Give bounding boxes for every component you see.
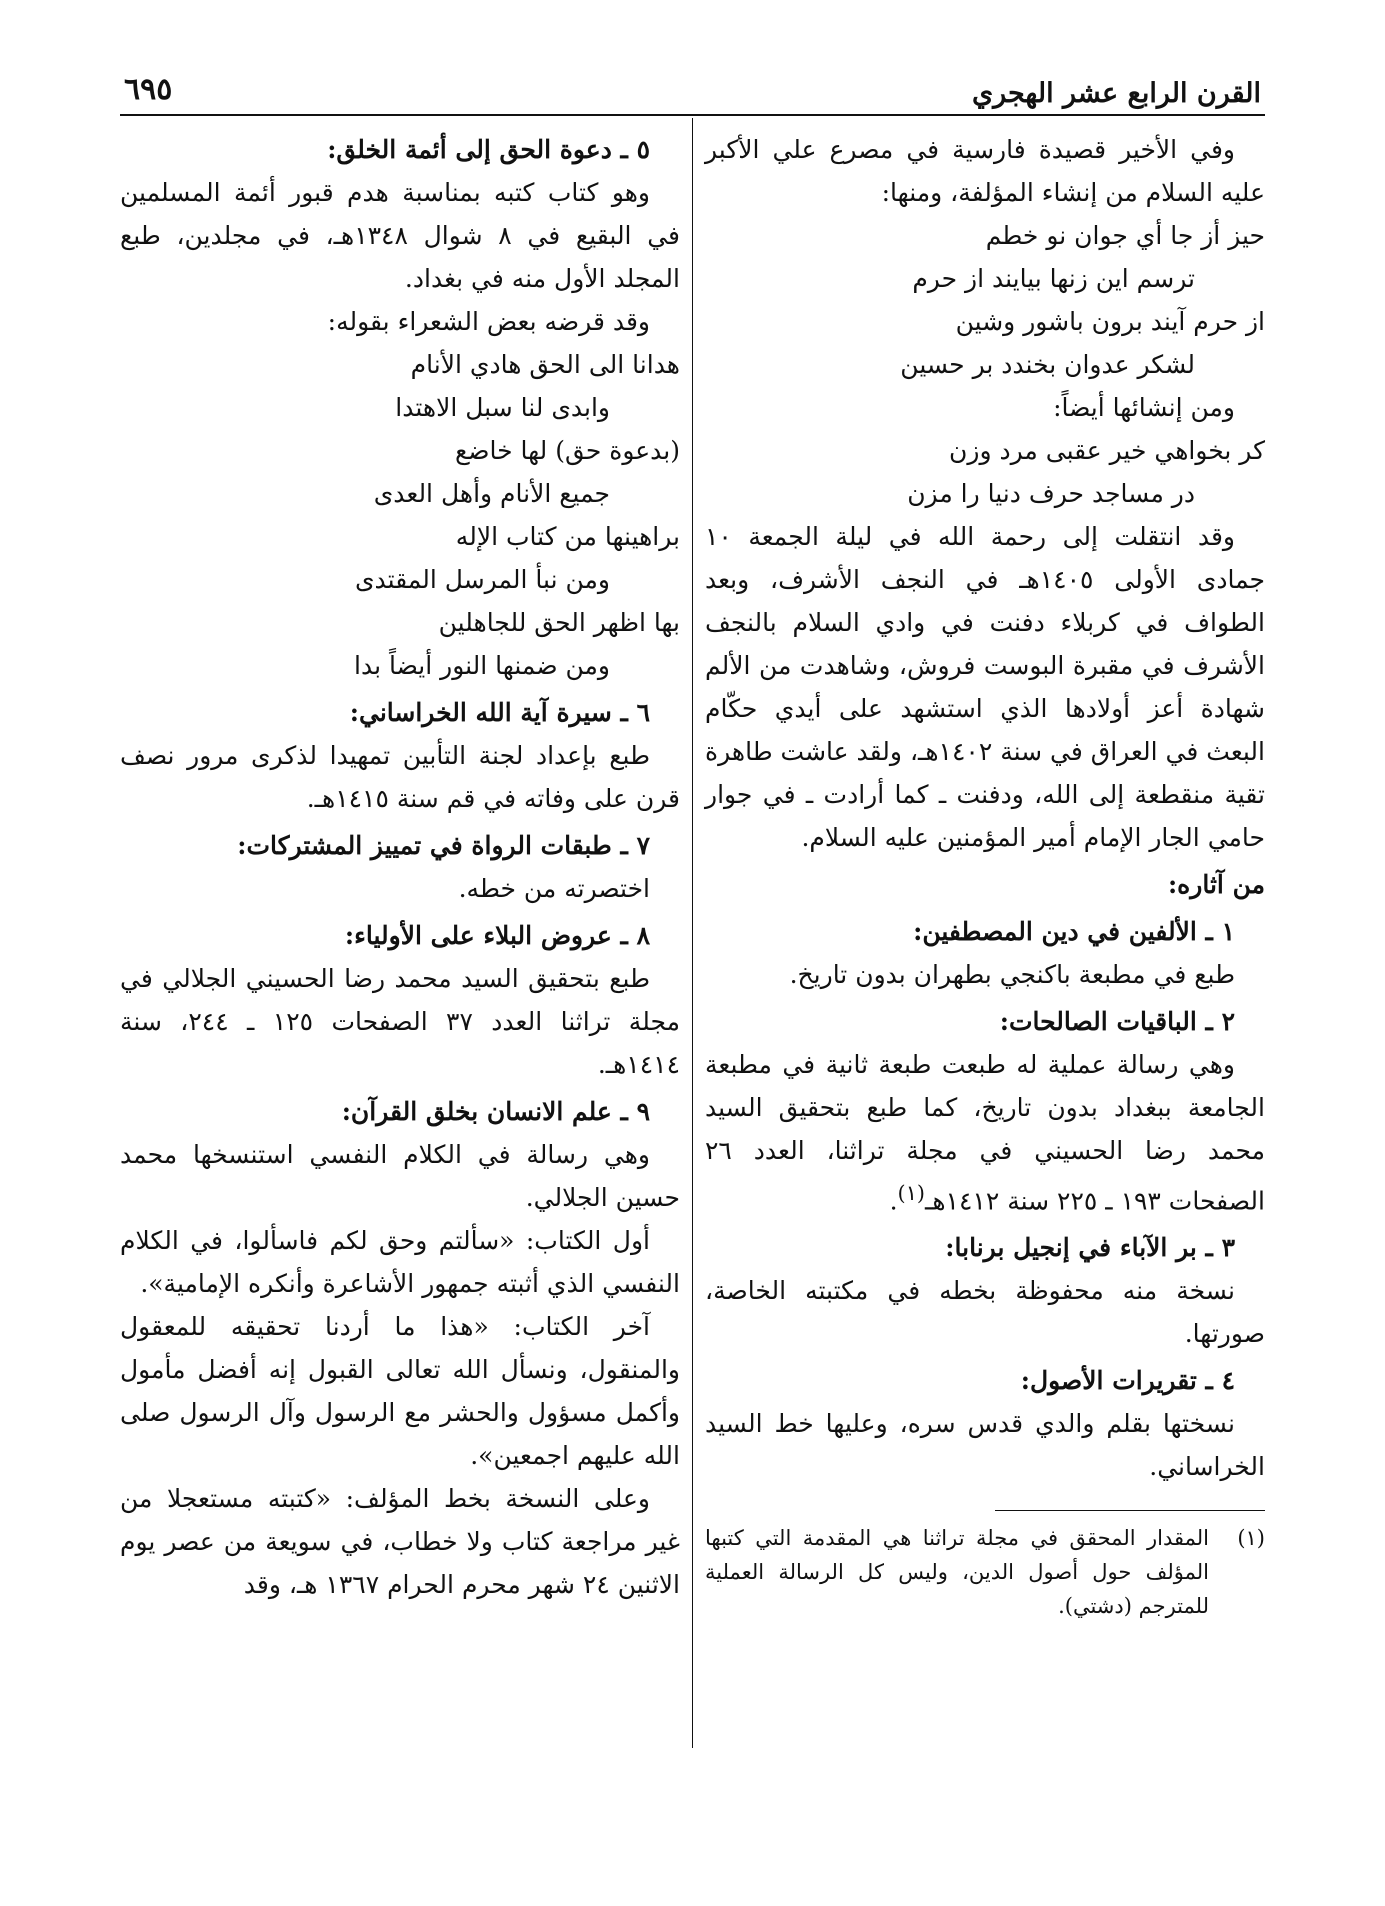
- poem-line: [120, 644, 680, 687]
- work-title: ٩ ـ علم الانسان بخلق القرآن:: [341, 1097, 650, 1126]
- poem-hemistich: كر بخواهي خير عقبى مرد وزن: [949, 436, 1265, 465]
- right-column: [705, 128, 1265, 1623]
- intro-paragraph-2: ومن إنشائها أيضاً:: [1053, 393, 1235, 422]
- work-title: ١ ـ الألفين في دين المصطفين:: [913, 917, 1235, 946]
- poem-hemistich: ترسم اين زنها بيايند از حرم: [912, 264, 1195, 293]
- running-header-title: القرن الرابع عشر الهجري: [971, 78, 1261, 109]
- work-text: طبع في مطبعة باكنجي بطهران بدون تاريخ.: [789, 960, 1235, 989]
- poem-hemistich: هدانا الى الحق هادي الأنام: [410, 350, 680, 379]
- poem-line: [120, 386, 680, 429]
- poem-hemistich: از حرم آيند برون باشور وشين: [955, 307, 1265, 336]
- poem-hemistich: در مساجد حرف دنيا را مزن: [907, 479, 1195, 508]
- death-paragraph: وقد انتقلت إلى رحمة الله في ليلة الجمعة ١٠ جمادى الأولى ١٤٠٥هـ في النجف الأشرف، وبعد الطواف في كربلاء دفنت في وادي السلام بالنجف الأشرف في مقبرة البوست فروش، وشاهدت من الألم شهادة أعز أولادها الذي استشهد على أيدي حكّام البعث في العراق في سنة ١٤٠٢هـ، ولقد عاشت طاهرة تقية منقطعة إلى الله، ودفنت ـ كما أرادت ـ في جوار حامي الجار الإمام أمير المؤمنين عليه السلام.: [705, 522, 1265, 852]
- footnote-rule: [995, 1510, 1265, 1511]
- footnote-text: المقدار المحقق في مجلة تراثنا هي المقدمة التي كتبها المؤلف حول أصول الدين، وليس كل الرسالة العملية للمترجم (دشتي).: [705, 1526, 1209, 1619]
- work-text-body: وهي رسالة عملية له طبعت طبعة ثانية في مطبعة الجامعة ببغداد بدون تاريخ، كما طبع بتحقيق السيد محمد رضا الحسيني في مجلة تراثنا، العدد ٢٦ الصفحات ١٩٣ ـ ٢٢٥ سنة ١٤١٢هـ: [705, 1050, 1265, 1216]
- poem-line: [120, 343, 680, 386]
- footnote-reference: (١): [897, 1181, 926, 1205]
- colophon-paragraph: وعلى النسخة بخط المؤلف: «كتبته مستعجلا من غير مراجعة كتاب ولا خطاب، في سويعة من عصر يوم الاثنين ٢٤ شهر محرم الحرام ١٣٦٧ هـ، وقد: [120, 1484, 680, 1599]
- poem-line: [705, 429, 1265, 472]
- poem-line: [120, 472, 680, 515]
- work-text: وهي رسالة عملية له طبعت طبعة ثانية في مطبعة الجامعة ببغداد بدون تاريخ، كما طبع بتحقيق السيد محمد رضا الحسيني في مجلة تراثنا، العدد ٢٦ الصفحات ١٩٣ ـ ٢٢٥ سنة ١٤١٢هـ$^{(١)}$.: [705, 1050, 1265, 1216]
- poem-hemistich: ومن نبأ المرسل المقتدى: [354, 565, 610, 594]
- work-text: اختصرته من خطه.: [458, 874, 650, 903]
- work-title: ٧ ـ طبقات الرواة في تمييز المشتركات:: [237, 831, 650, 860]
- poem-hemistich: (بدعوة حق) لها خاضع: [454, 436, 680, 465]
- page-number: ٦٩٥: [124, 72, 173, 107]
- first-line-paragraph: أول الكتاب: «سألتم وحق لكم فاسألوا، في الكلام النفسي الذي أثبته جمهور الأشاعرة وأنكره الإمامية».: [120, 1226, 680, 1298]
- work-text: طبع بإعداد لجنة التأبين تمهيدا لذكرى مرور نصف قرن على وفاته في قم سنة ١٤١٥هـ.: [120, 741, 680, 813]
- poem-line: [120, 558, 680, 601]
- poem-line: [705, 214, 1265, 257]
- footnote: [705, 1521, 1265, 1623]
- poem-line: [705, 343, 1265, 386]
- work-title: ٦ ـ سيرة آية الله الخراساني:: [349, 698, 650, 727]
- column-divider: [692, 118, 693, 1748]
- intro-paragraph: وفي الأخير قصيدة فارسية في مصرع علي الأكبر عليه السلام من إنشاء المؤلفة، ومنها:: [705, 135, 1265, 207]
- poem-hemistich: بها اظهر الحق للجاهلين: [438, 608, 680, 637]
- poem-line: [120, 601, 680, 644]
- poem-line: [705, 257, 1265, 300]
- work-text: وهي رسالة في الكلام النفسي استنسخها محمد حسين الجلالي.: [120, 1140, 680, 1212]
- left-column: [120, 128, 680, 1606]
- poem-line: [120, 429, 680, 472]
- poem-hemistich: حيز أز جا أي جوان نو خطم: [985, 221, 1265, 250]
- work-title: ٨ ـ عروض البلاء على الأولياء:: [344, 921, 650, 950]
- persian-poem-2: [705, 429, 1265, 515]
- work-text: طبع بتحقيق السيد محمد رضا الحسيني الجلالي في مجلة تراثنا العدد ٣٧ الصفحات ١٢٥ ـ ٢٤٤، سنة ١٤١٤هـ.: [120, 964, 680, 1079]
- work-text: نسختها بقلم والدي قدس سره، وعليها خط السيد الخراساني.: [705, 1409, 1265, 1482]
- poem-hemistich: براهينها من كتاب الإله: [455, 522, 680, 551]
- work-title: ٣ ـ بر الآباء في إنجيل برنابا:: [945, 1233, 1235, 1263]
- work-title: ٥ ـ دعوة الحق إلى أئمة الخلق:: [327, 135, 650, 164]
- footnote-number: (١): [1237, 1526, 1265, 1551]
- poem-line: [705, 300, 1265, 343]
- work-text: نسخة منه محفوظة بخطه في مكتبته الخاصة، صورتها.: [705, 1276, 1265, 1349]
- poem-hemistich: وابدى لنا سبل الاهتدا: [395, 393, 610, 422]
- poem-hemistich: ومن ضمنها النور أيضاً بدا: [354, 651, 610, 680]
- work-title: ٢ ـ الباقيات الصالحات:: [999, 1007, 1235, 1036]
- work-text: وهو كتاب كتبه بمناسبة هدم قبور أئمة المسلمين في البقيع في ٨ شوال ١٣٤٨هـ، في مجلدين، طبع المجلد الأول منه في بغداد.: [120, 178, 680, 293]
- header-rule: [120, 114, 1265, 116]
- poem-hemistich: جميع الأنام وأهل العدى: [373, 479, 610, 508]
- poem-hemistich: لشكر عدوان بخندد بر حسين: [900, 350, 1195, 379]
- last-line-paragraph: آخر الكتاب: «هذا ما أردنا تحقيقه للمعقول والمنقول، ونسأل الله تعالى القبول إنه أفضل مأمول وأكمل مسؤول والحشر مع الرسول وآل الرسول صلى الله عليهم اجمعين».: [120, 1312, 680, 1470]
- poem-line: [120, 515, 680, 558]
- praise-intro: وقد قرضه بعض الشعراء بقوله:: [327, 307, 650, 336]
- poem-line: [705, 472, 1265, 515]
- work-title: ٤ ـ تقريرات الأصول:: [1020, 1366, 1235, 1396]
- works-heading: من آثاره:: [1167, 870, 1265, 899]
- persian-poem-1: [705, 214, 1265, 386]
- arabic-poem: [120, 343, 680, 687]
